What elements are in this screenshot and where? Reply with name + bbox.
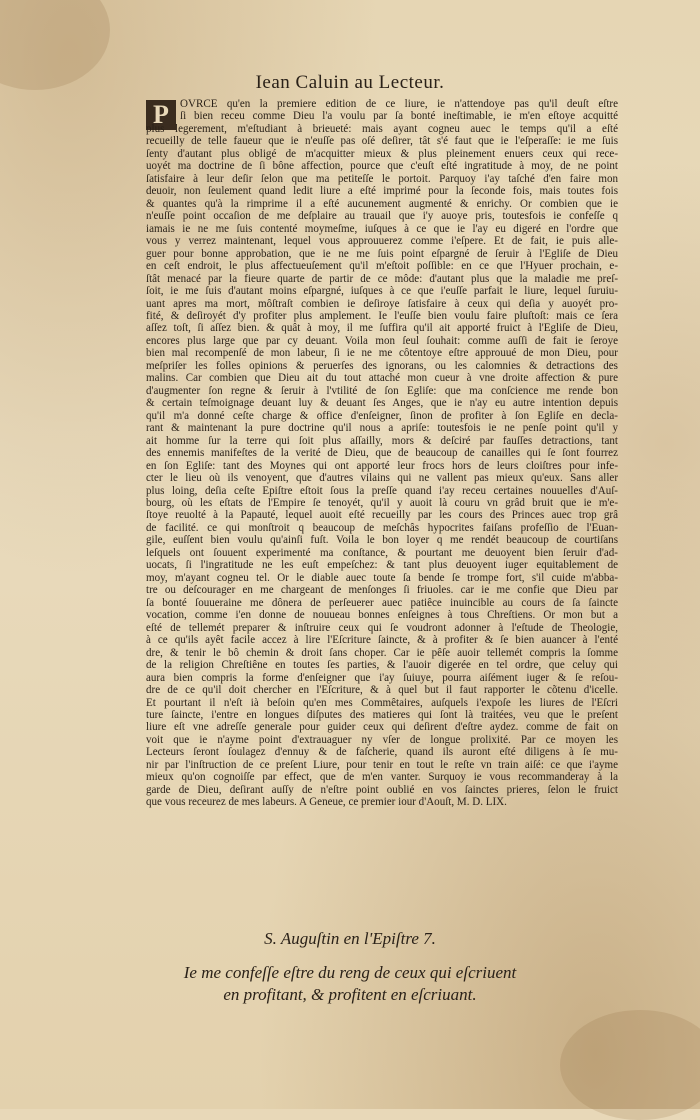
text-line: plus loing, deſia ceſte Epiſtre eſtoit ſous la preſſe quand i'ay receu certaines nouuelles d'Auſ- bbox=[146, 484, 618, 497]
text-line: uant apres ma mort, môſtraſt combien ie deſiroye ſatisfaire à ceux qui deſia y auoyét pro- bbox=[146, 297, 618, 310]
text-line: uocats, ſi l'ingratitude ne les euſt empeſchez: & tant plus deuoyent iuger equitablement de bbox=[146, 559, 618, 572]
text-line: à ce qu'ils ayêt facile accez à lire l'Eſcriture ſaincte, & à profiter & ſe bien auancer à l'enté bbox=[146, 634, 618, 647]
text-line: des ennemis manifeſtes de la verité de Dieu, que de beaucoup de canailles qui ſe ſont fourrez bbox=[146, 447, 618, 460]
text-line: en ceſt endroit, le plus affectueuſement qu'il m'eſtoit poſſible: en ce que l'Hyuer prochain, e- bbox=[146, 260, 618, 273]
text-line: OVRCE qu'en la premiere edition de ce liure, ie n'attendoye pas qu'il deuſt eſtre bbox=[180, 98, 618, 110]
text-line: guer pour bonne approbation, que ie ne me ſuis point eſpargné de ſeruir à l'Egliſe de Dieu bbox=[146, 247, 618, 260]
text-line: ſtât menacé par la fieure quarte de partir de ce môde: d'autant plus que la maladie me preſ- bbox=[146, 272, 618, 285]
text-line: dre, & tenir le bô chemin & droit ſans choper. Car ie pêſe auoir tellemét compris la ſomme bbox=[146, 646, 618, 659]
text-line: aura bien compris la forme d'enſeigner que i'ay ſuiuye, pourra aiſément iuger & ſe reſou- bbox=[146, 671, 618, 684]
text-line: leſquels ont ſouuent experimenté ma conſtance, & pourtant me deuoyent bien ſeruir d'ad- bbox=[146, 546, 618, 559]
text-line: de facilité. ce qui monſtroit q beaucoup de meſchâs hypocrites faiſans profeſſio de l'Euan- bbox=[146, 521, 618, 534]
drop-cap: P bbox=[146, 100, 176, 130]
text-line: ſoit, ie me ſuis d'autant moins eſpargné, iuſques à ce que i'euſſe parfait le liure, lequel ſuruiu- bbox=[146, 285, 618, 298]
text-line: ſi bien receu comme Dieu l'a voulu par ſa bonté ineſtimable, ie m'en eſtoye acquitté bbox=[180, 110, 618, 123]
quote-line: Ie me confeſſe eſtre du reng de ceux qui eſcriuent bbox=[183, 963, 517, 982]
text-line: qu'il m'a donné ceſte charge & office d'enſeigner, ſinon de profiter à ſon Egliſe en decla- bbox=[146, 409, 618, 422]
page-title: Iean Caluin au Lecteur. bbox=[255, 72, 445, 93]
text-line: Lecteurs ſeront ſoulagez d'ennuy & de faſcherie, quand ils auront eſté diligens à ſe mu- bbox=[146, 746, 618, 759]
text-line: rant & maintenant la pure doctrine qu'il nous a apriſe: toutesfois ie ne penſe point qu'il y bbox=[146, 422, 618, 435]
text-line: voit que ie n'ayme point d'extrauaguer ny vſer de longue prolixité. Par ce moyen les bbox=[146, 733, 618, 746]
text-line: moy, m'ayant cogneu tel. Or le diable auec toute ſa bende ſe trompe fort, s'il cuide m'abba- bbox=[146, 571, 618, 584]
text-line: fité, & deſiroyét d'y profiter plus amplement. Ie l'euſſe bien voulu faire pluſtoſt: mais ce ſera bbox=[146, 309, 618, 322]
text-line: & quantes qu'à la rimprime il a eſté aucunement augmenté & enrichy. Or combien que ie bbox=[146, 197, 618, 210]
text-line: d'augmenter ſon regne & ſeruir à l'vtilité de ſon Egliſe: que ma conſcience me rende bon bbox=[146, 384, 618, 397]
text-line: de la religion Chreſtiêne en toutes ſes parties, & l'auoir digerée en tel ordre, que celuy qui bbox=[146, 659, 618, 672]
text-line: Et pourtant il n'eſt ià beſoin qu'en mes Commêtaires, auſquels i'expoſe les liures de l'Eſcri bbox=[146, 696, 618, 709]
water-stain bbox=[560, 1010, 700, 1120]
text-line: gile, euſſent bien voulu qu'ainſi fuſt. Voila le bon loyer q me rendét beaucoup de courtiſans bbox=[146, 534, 618, 547]
text-line: dre de ce qu'il doit chercher en l'Eſcriture, & à quel but il faut rapporter le cõtenu d'icelle. bbox=[146, 684, 618, 697]
text-line: garde de Dieu, deſirant auſſy de n'eſtre point oublié en vos ſainctes prieres, ſelon le fruict bbox=[146, 783, 618, 796]
text-line: aſſez toſt, ſi aſſez bien. & quât à moy, il me ſuffira qu'il ait apporté fruict à l'Egliſe de Dieu, bbox=[146, 322, 618, 335]
letter-body bbox=[146, 98, 618, 809]
text-line: bourg, où les eſtats de l'Empire ſe tenoyét, qu'il y auoit là couru vn grâd bruit que ie m'e- bbox=[146, 497, 618, 509]
text-line: bien mal recompenſé de mon labeur, ſi ie ne me côtentoye eſtre approuué de mon Dieu, pour bbox=[146, 347, 618, 360]
text-line: ſatisfaire à leur deſir ſelon que ma petiteſſe le portoit. Parquoy i'ay taſché d'en faire mon bbox=[146, 172, 618, 185]
text-line: ſtoye reuolté à la Papauté, lequel auoit eſté recueilly par les cours des Princes auec trop grâ bbox=[146, 509, 618, 522]
text-line: tre ou deſcourager en me chargeant de menſonges ſi friuoles. car ie me confie que Dieu par bbox=[146, 584, 618, 597]
text-line: ait homme ſur la terre qui ſoit plus aſſailly, mors & deſciré par fauſſes detractions, tant bbox=[146, 434, 618, 447]
quote-heading: S. Auguſtin en l'Epiſtre 7. bbox=[264, 929, 436, 948]
text-line: que vous receurez de mes labeurs. A Geneue, ce premier iour d'Aouſt, M. D. LIX. bbox=[146, 796, 507, 809]
text-line: iamais ie ne me ſuis contenté moymeſme, iuſques à ce que ie l'ay eu digeré en l'ordre que bbox=[146, 222, 618, 235]
text-line: vous y verrez maintenant, lequel vous approuuerez comme i'eſpere. Et de fait, ie puis alle- bbox=[146, 235, 618, 248]
text-line: cter le lieu où ils venoyent, que d'autres vilains qui ne vallent pas mieux qu'eux. Sans aller bbox=[146, 472, 618, 485]
quote-line: en profitant, & profitent en eſcriuant. bbox=[223, 985, 477, 1004]
text-line: en ſon Egliſe: tant des Moynes qui ont apporté leur frocs hors de leurs cloiſtres pour infe- bbox=[146, 459, 618, 472]
text-line: mieux qu'on cognoiſſe par effect, que de m'en vanter. Surquoy ie vous recommanderay à la bbox=[146, 771, 618, 784]
text-line: ture ſaincte, i'entre en longues diſputes des matieres qui ſont là traitées, veu que le preſent bbox=[146, 708, 618, 721]
text-line: ſenty d'autant plus obligé de m'acquitter mieux & plus pleinement enuers ceux qui rece- bbox=[146, 147, 618, 160]
text-line: & certain teſmoignage deuant luy & deuant ſes Anges, que ie n'ay eu autre intention depuis bbox=[146, 397, 618, 410]
quote bbox=[0, 962, 700, 1006]
text-line: liure eſt vne adreſſe generale pour guider ceux qui deſirent d'eſtre aydez. comme de fait on bbox=[146, 721, 618, 734]
text-line: malins. Car combien que Dieu ait du tout attaché mon cueur à vne droite affection & pure bbox=[146, 372, 618, 385]
text-line: uoyét ma doctrine de ſi bône affection, pource que c'euſt eſté ingratitude à moy, de ne point bbox=[146, 160, 618, 173]
text-line: vocation, comme i'en donne de nouueau bonnes enſeignes à tous Chreſtiens. Or mon but a bbox=[146, 609, 618, 622]
text-line: recueilly de telle faueur que ie n'euſſe pas oſé deſirer, tât s'é faut que ie l'eſperaſſe: ie me ſuis bbox=[146, 135, 618, 148]
text-line: eſté de tellemét preparer & inſtruire ceux qui ſe voudront adonner à l'eſtude de Theologie, bbox=[146, 621, 618, 634]
text-line: meſpriſer les folles opinions & peruerſes des ignorans, ou les calomnies & detractions des bbox=[146, 359, 618, 372]
text-line: n'euſſe point occaſion de me deſplaire au trauail que i'y auoye pris, toutesfois ie confeſſe q bbox=[146, 210, 618, 223]
text-line: plus legerement, m'eſtudiant à brieueté: mais ayant cogneu auec le temps qu'il a eſté bbox=[146, 122, 618, 135]
text-line: deuoir, non ſeulement quand ledit liure a eſté imprimé pour la ſeconde fois, mais toutes fois bbox=[146, 185, 618, 198]
text-line: nir par l'inſtruction de ce preſent Liure, pour tenir en tout le reſte vn train aiſé: ce que i'ayme bbox=[146, 758, 618, 771]
text-line: ſa bonté ſouueraine me dônera de perſeuerer auec patiêce inuincible au cours de ſa ſaincte bbox=[146, 596, 618, 609]
text-line: encores plus large que par cy deuant. Voila mon ſeul ſouhait: comme auſſi de fait ie ſeroye bbox=[146, 334, 618, 347]
